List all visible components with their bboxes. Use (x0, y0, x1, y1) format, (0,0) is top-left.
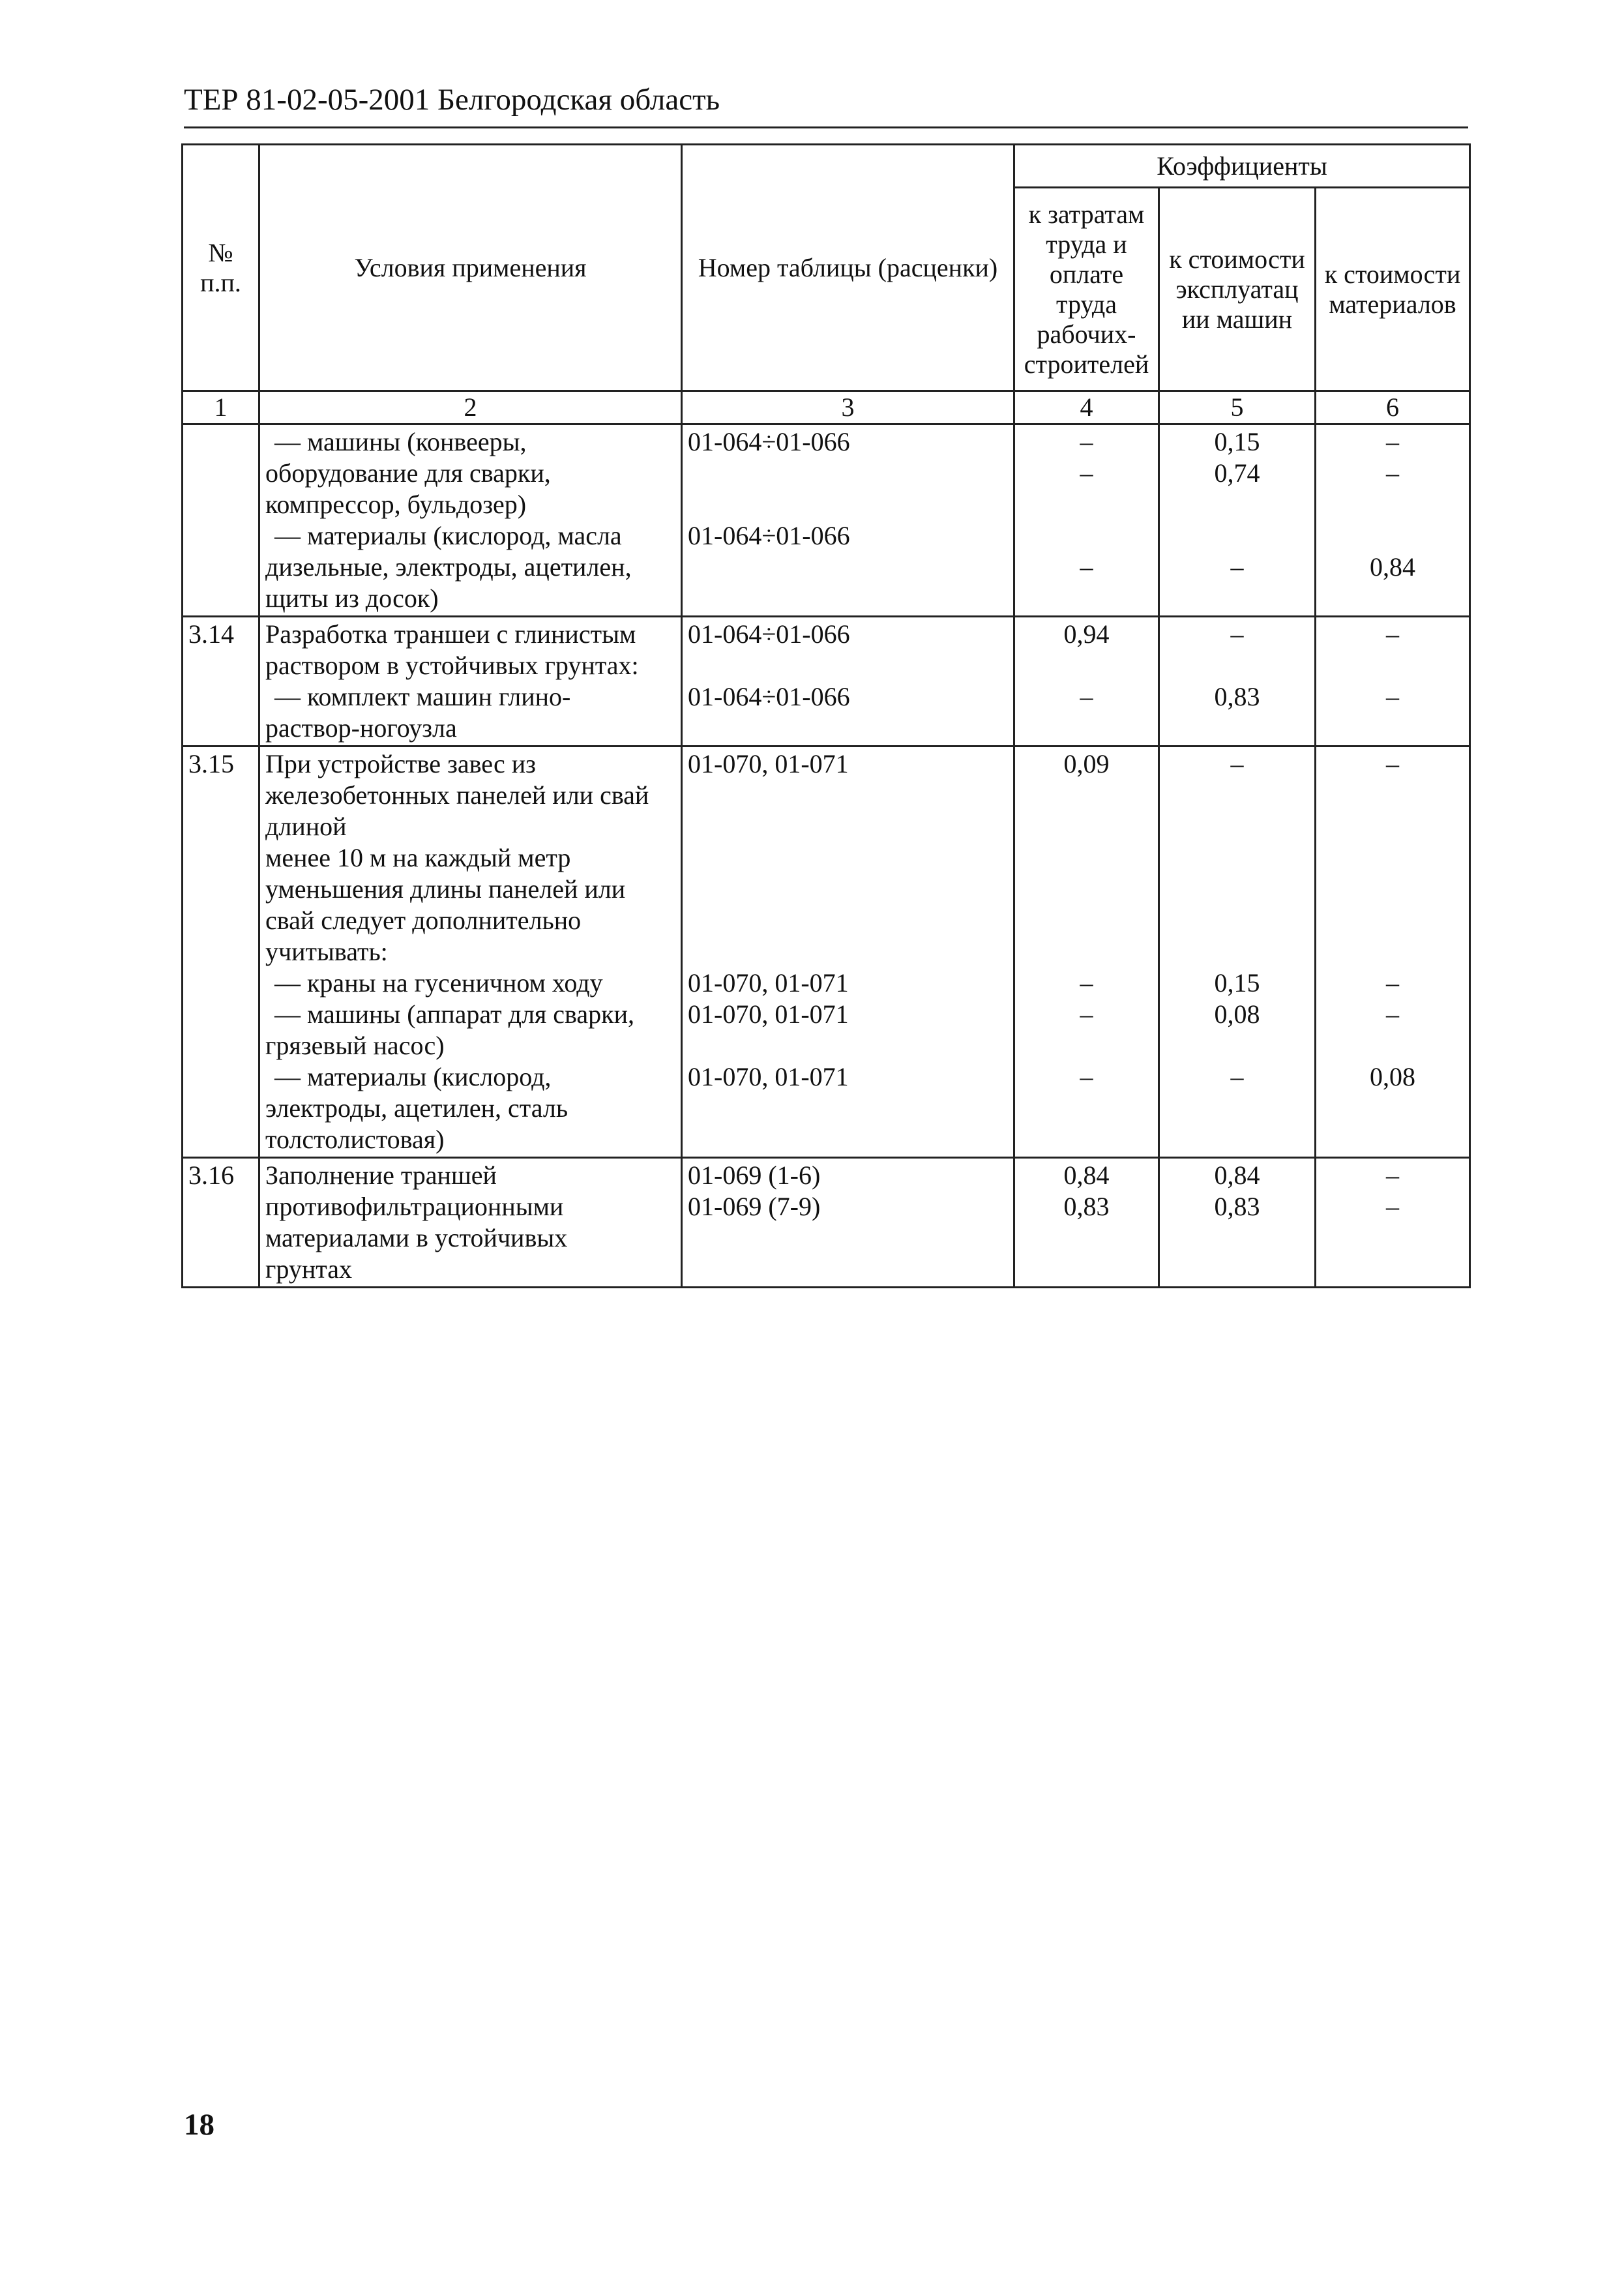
table-number-line (688, 1254, 1008, 1285)
conditions-line: длиной (265, 812, 347, 841)
labor-value (1020, 842, 1153, 874)
conditions-line: грязевый насос) (265, 1031, 445, 1060)
labor-value: 0,09 (1063, 749, 1110, 778)
machines-value: – (1230, 1062, 1244, 1091)
table-number-line (688, 458, 1008, 489)
materials-value (1321, 1030, 1464, 1061)
row-number (183, 424, 259, 617)
materials-value: – (1386, 999, 1399, 1029)
header-materials (1316, 188, 1470, 391)
table-number-line: 01-070, 01-071 (688, 999, 849, 1029)
page-number: 18 (184, 2108, 214, 2142)
labor-value: – (1080, 427, 1093, 456)
materials-cell (1316, 746, 1470, 1158)
conditions-line: Разработка траншеи с глинистым (265, 619, 636, 649)
header-materials-line: к стоимости (1324, 259, 1461, 289)
labor-cell (1014, 617, 1159, 746)
table-number-line: 01-069 (1-6) (688, 1160, 821, 1190)
table-number-cell (682, 424, 1014, 617)
labor-value (1020, 1030, 1153, 1061)
conditions-line: электроды, ацетилен, сталь (265, 1093, 568, 1123)
table-number-line (688, 811, 1008, 842)
conditions-line: компрессор, бульдозер) (265, 490, 527, 519)
materials-value (1321, 905, 1464, 936)
column-number: 6 (1316, 391, 1470, 424)
materials-value: 0,84 (1370, 552, 1415, 582)
labor-value (1020, 874, 1153, 905)
machines-value (1165, 713, 1309, 744)
conditions-cell (259, 617, 682, 746)
table-number-line: 01-070, 01-071 (688, 968, 849, 998)
machines-value (1165, 874, 1309, 905)
header-labor (1014, 188, 1159, 391)
header-num (183, 145, 259, 391)
table-row (183, 617, 1470, 746)
table-number-line: 01-064÷01-066 (688, 682, 850, 711)
labor-value: – (1080, 458, 1093, 488)
table-number-line: 01-064÷01-066 (688, 521, 850, 550)
row-number: 3.14 (183, 617, 259, 746)
header-conditions: Условия применения (259, 145, 682, 391)
conditions-line: учитывать: (265, 937, 388, 966)
table-row (183, 746, 1470, 1158)
conditions-cell (259, 746, 682, 1158)
table-number-line (688, 874, 1008, 905)
machines-value (1165, 905, 1309, 936)
machines-value (1165, 650, 1309, 681)
machines-value (1165, 583, 1309, 614)
materials-value (1321, 489, 1464, 520)
machines-cell (1159, 424, 1316, 617)
labor-value: – (1080, 552, 1093, 582)
table-row (183, 1158, 1470, 1288)
header-machines-line: ии машин (1181, 304, 1293, 334)
table-number-line (688, 936, 1008, 968)
materials-value: – (1386, 682, 1399, 711)
table-number-line (688, 489, 1008, 520)
column-number: 2 (259, 391, 682, 424)
page-header-title: ТЕР 81-02-05-2001 Белгородская область (184, 83, 720, 117)
table-number-line: 01-069 (7-9) (688, 1192, 821, 1221)
materials-cell (1316, 424, 1470, 617)
materials-value (1321, 1124, 1464, 1155)
labor-value (1020, 583, 1153, 614)
column-number-row (183, 391, 1470, 424)
labor-cell (1014, 424, 1159, 617)
labor-value (1020, 1093, 1153, 1124)
header-labor-line: к затратам (1028, 199, 1145, 229)
machines-value: – (1230, 552, 1244, 582)
conditions-cell (259, 424, 682, 617)
labor-value (1020, 713, 1153, 744)
column-number: 4 (1014, 391, 1159, 424)
machines-value: 0,15 (1214, 427, 1260, 456)
machines-value: – (1230, 619, 1244, 649)
header-machines (1159, 188, 1316, 391)
materials-value (1321, 842, 1464, 874)
conditions-line: — материалы (кислород, (274, 1062, 552, 1091)
machines-value: 0,15 (1214, 968, 1260, 998)
materials-value: – (1386, 458, 1399, 488)
machines-value: 0,83 (1214, 1192, 1260, 1221)
header-machines-line: эксплуатац (1175, 274, 1299, 304)
machines-cell (1159, 746, 1316, 1158)
labor-value: 0,94 (1063, 619, 1110, 649)
table-number-cell (682, 617, 1014, 746)
row-number: 3.16 (183, 1158, 259, 1288)
machines-value (1165, 489, 1309, 520)
table-number-line (688, 842, 1008, 874)
column-number: 3 (682, 391, 1014, 424)
conditions-line: — краны на гусеничном ходу (274, 968, 603, 998)
materials-cell (1316, 617, 1470, 746)
table-number-cell (682, 746, 1014, 1158)
conditions-line: раствор-ногоузла (265, 713, 457, 743)
machines-value (1165, 520, 1309, 552)
conditions-line: железобетонных панелей или свай (265, 780, 649, 810)
header-num-line: № (208, 237, 233, 267)
table-number-line: 01-070, 01-071 (688, 1062, 849, 1091)
conditions-line: свай следует дополнительно (265, 906, 582, 935)
machines-value (1165, 1222, 1309, 1254)
header-coefficients: Коэффициенты (1014, 145, 1470, 188)
labor-value (1020, 936, 1153, 968)
conditions-line: уменьшения длины панелей или (265, 874, 626, 904)
conditions-line: материалами в устойчивых (265, 1223, 568, 1252)
table-number-line (688, 905, 1008, 936)
table-row (183, 424, 1470, 617)
machines-value: 0,08 (1214, 999, 1260, 1029)
machines-value (1165, 1124, 1309, 1155)
materials-cell (1316, 1158, 1470, 1288)
materials-value (1321, 874, 1464, 905)
conditions-line: — машины (аппарат для сварки, (274, 999, 635, 1029)
conditions-cell (259, 1158, 682, 1288)
table-number-line (688, 1124, 1008, 1155)
coefficients-table (181, 143, 1471, 1288)
materials-value (1321, 1254, 1464, 1285)
conditions-line: щиты из досок) (265, 584, 439, 613)
materials-value: – (1386, 619, 1399, 649)
header-num-line: п.п. (200, 267, 241, 297)
column-number: 1 (183, 391, 259, 424)
machines-cell (1159, 617, 1316, 746)
labor-value: – (1080, 682, 1093, 711)
conditions-line: — машины (конвееры, (274, 427, 527, 456)
labor-value (1020, 489, 1153, 520)
labor-cell (1014, 746, 1159, 1158)
table-number-line: 01-070, 01-071 (688, 749, 849, 778)
machines-value: 0,74 (1214, 458, 1260, 488)
labor-cell (1014, 1158, 1159, 1288)
conditions-line: Заполнение траншей (265, 1160, 497, 1190)
conditions-line: — комплект машин глино- (274, 682, 571, 711)
table-number-line: 01-064÷01-066 (688, 619, 850, 649)
machines-value (1165, 1093, 1309, 1124)
conditions-line: При устройстве завес из (265, 749, 536, 778)
conditions-line: — материалы (кислород, масла (274, 521, 622, 550)
labor-value (1020, 1254, 1153, 1285)
header-labor-line: рабочих- (1037, 319, 1136, 349)
materials-value (1321, 650, 1464, 681)
labor-value (1020, 520, 1153, 552)
materials-value (1321, 583, 1464, 614)
conditions-line: противофильтрационными (265, 1192, 564, 1221)
labor-value (1020, 1222, 1153, 1254)
column-number: 5 (1159, 391, 1316, 424)
table-number-line: 01-064÷01-066 (688, 427, 850, 456)
machines-value: 0,84 (1214, 1160, 1260, 1190)
table-number-line (688, 780, 1008, 811)
machines-value (1165, 1030, 1309, 1061)
machines-value (1165, 780, 1309, 811)
materials-value: – (1386, 968, 1399, 998)
materials-value (1321, 520, 1464, 552)
labor-value: 0,83 (1063, 1192, 1110, 1221)
row-number: 3.15 (183, 746, 259, 1158)
materials-value: 0,08 (1370, 1062, 1415, 1091)
header-labor-line: оплате (1049, 259, 1124, 289)
materials-value (1321, 780, 1464, 811)
table-number-line (688, 1093, 1008, 1124)
table-number-cell (682, 1158, 1014, 1288)
materials-value: – (1386, 1160, 1399, 1190)
conditions-line: раствором в устойчивых грунтах: (265, 651, 639, 680)
machines-value: – (1230, 749, 1244, 778)
materials-value (1321, 1222, 1464, 1254)
machines-value (1165, 936, 1309, 968)
labor-value: – (1080, 999, 1093, 1029)
labor-value: 0,84 (1063, 1160, 1110, 1190)
table-body (183, 424, 1470, 1288)
conditions-line: толстолистовая) (265, 1125, 445, 1154)
table-number-line (688, 713, 1008, 744)
table-number-line (688, 1030, 1008, 1061)
materials-value (1321, 713, 1464, 744)
header-labor-line: труда (1056, 289, 1117, 319)
machines-value (1165, 1254, 1309, 1285)
labor-value: – (1080, 1062, 1093, 1091)
table-number-line (688, 1222, 1008, 1254)
labor-value (1020, 780, 1153, 811)
labor-value (1020, 1124, 1153, 1155)
materials-value: – (1386, 427, 1399, 456)
header-materials-line: материалов (1329, 289, 1456, 319)
labor-value (1020, 811, 1153, 842)
table-number-line (688, 650, 1008, 681)
header-rule (184, 126, 1468, 128)
conditions-line: грунтах (265, 1254, 353, 1284)
header-table-number: Номер таблицы (расценки) (682, 145, 1014, 391)
materials-value (1321, 811, 1464, 842)
conditions-line: оборудование для сварки, (265, 458, 551, 488)
labor-value (1020, 905, 1153, 936)
materials-value: – (1386, 749, 1399, 778)
labor-value (1020, 650, 1153, 681)
table-number-line (688, 583, 1008, 614)
materials-value (1321, 1093, 1464, 1124)
machines-cell (1159, 1158, 1316, 1288)
materials-value (1321, 936, 1464, 968)
machines-value (1165, 811, 1309, 842)
conditions-line: дизельные, электроды, ацетилен, (265, 552, 632, 582)
materials-value: – (1386, 1192, 1399, 1221)
header-machines-line: к стоимости (1169, 244, 1305, 274)
machines-value: 0,83 (1214, 682, 1260, 711)
header-labor-line: строителей (1024, 349, 1149, 379)
conditions-line: менее 10 м на каждый метр (265, 843, 571, 872)
labor-value: – (1080, 968, 1093, 998)
machines-value (1165, 842, 1309, 874)
table-number-line (688, 552, 1008, 583)
header-labor-line: труда и (1046, 229, 1127, 259)
